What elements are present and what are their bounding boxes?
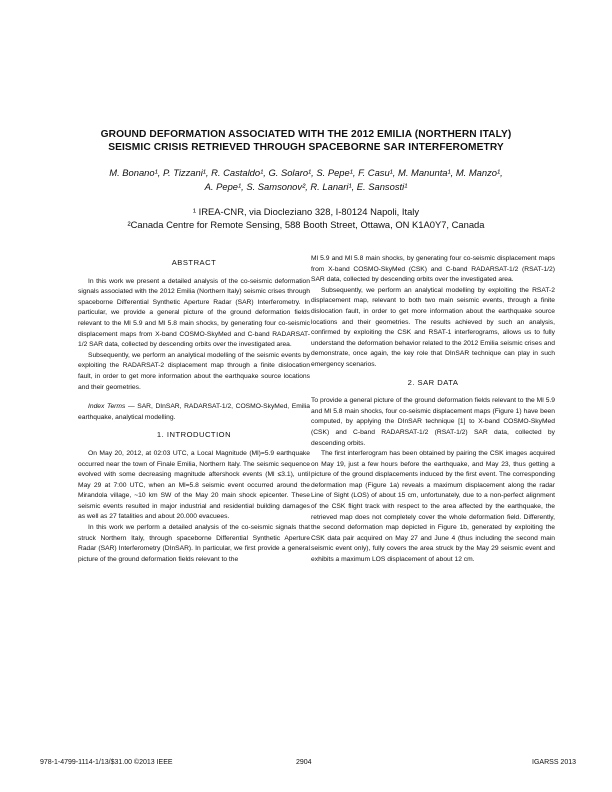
title-line-1: GROUND DEFORMATION ASSOCIATED WITH THE 2012 EMILIA (NORTHERN ITALY) [100, 129, 512, 140]
index-terms-label: Index Terms [88, 403, 126, 411]
index-terms-text: — SAR, DInSAR, RADARSAT-1/2, COSMO-SkyMed, Emilia earthquake, analytical modelling. [78, 403, 310, 421]
sar-paragraph-2: The first interferogram has been obtained by pairing the CSK images acquired on May 19, just a few hours before the earthquake, and May 23, thus getting a picture of the ground displacements induced by the first event. The corresponding deformation map (Figure 1a) reveals a maximum displacement along the radar Line of Sight (LOS) of about 15 cm, unfortunately, due to a non-perfect alignment of the CSK flight track with respect to the area affected by the earthquake, the retrieved map does not completely cover the whole deformation field. Differently, the second deformation map depicted in Figure 1b, generated by exploiting the CSK data pair acquired on May 27 and June 4 (thus including the second main seismic event only), fully covers the area struck by the May 29 seismic event and exhibits a maximum LOS displacement of about 12 cm. [311, 450, 555, 564]
introduction-heading: 1. INTRODUCTION [156, 430, 232, 440]
authors-line-2: A. Pepe¹, S. Samsonov², R. Lanari¹, E. Sansosti¹ [204, 181, 408, 192]
footer-conference: IGARSS 2013 [532, 759, 576, 766]
affiliation-1: ¹ IREA-CNR, via Diocleziano 328, I-80124 Napoli, Italy [192, 206, 420, 217]
right-paragraph-2: Subsequently, we perform an analytical modelling by exploiting the RSAT-2 displacement map, relevant to both two main seismic events, through a finite dislocation fault, in order to get more information about the earthquake source locations and their geometries. The results achieved by such an analysis, confirmed by exploiting the CSK and RSAT-1 interferograms, allows us to fully understand the deformation behavior related to the 2012 Emilia seismic crises and demonstrate, once again, the key role that DInSAR technique can play in such emergency scenarios. [311, 286, 555, 368]
page-number: 2904 [296, 759, 312, 766]
affiliations [40, 205, 572, 231]
right-column [311, 254, 555, 566]
author-list [40, 166, 572, 194]
authors-line-1: M. Bonano¹, P. Tizzani¹, R. Castaldo¹, G. Solaro¹, S. Pepe¹, F. Casu¹, M. Manunta¹, M. Manzo¹, [109, 167, 503, 178]
intro-paragraph-2: In this work we perform a detailed analysis of the co-seismic signals that struck Northern Italy, through spaceborne Differential Synthetic Aperture Radar (SAR) Interferometry (DInSAR). In particular, we first provide a general picture of the ground deformation fields relevant to the [78, 524, 310, 563]
abstract-paragraph-2: Subsequently, we perform an analytical modelling of the seismic events by exploiting the RADARSAT-2 displacement map through a finite dislocation fault, in order to get more information about the earthquake source locations and their geometries. [78, 351, 310, 391]
abstract-paragraph-1: In this work we present a detailed analysis of the co-seismic deformation signals associated with the 2012 Emilia (Northern Italy) seismic crises through spaceborne Differential Synthetic Aperture Radar (SAR) Interferometry. In particular, we provide a general picture of the ground deformation fields relevant to the Ml 5.9 and Ml 5.8 main shocks, by generating four co-seismic displacement maps from X-band COSMO-SkyMed and C-band RADARSAT-1/2 SAR data, collected by descending orbits over the investigated area. [78, 277, 310, 349]
abstract-heading: ABSTRACT [171, 258, 217, 267]
paper-title [40, 128, 572, 154]
intro-paragraph-1: On May 20, 2012, at 02:03 UTC, a Local Magnitude (Ml)=5.9 earthquake occurred near the town of Finale Emilia, Northern Italy. The seismic sequence evolved with some decreasing magnitude aftershock events (Ml ≤3.1), until May 29 at 7:00 UTC, when an Ml=5.8 seismic event occurred around the Mirandola village, ~10 km SW of the May 20 main shock epicenter. These seismic events resulted in major industrial and residential building damages as well as 27 fatalities and about 20.000 evacuees. [78, 449, 310, 521]
left-column [78, 258, 310, 565]
sar-paragraph-1: To provide a general picture of the ground deformation fields relevant to the Ml 5.9 and Ml 5.8 main shocks, four co-seismic displacement maps (Figure 1) have been computed, by applying the DInSAR technique [1] to X-band COSMO-SkyMed (CSK) and C-band RADARSAT-1/2 (RSAT-1/2) SAR data, collected by descending orbits. [311, 397, 555, 447]
title-line-2: SEISMIC CRISIS RETRIEVED THROUGH SPACEBORNE SAR INTERFEROMETRY [108, 142, 504, 153]
footer-copyright: 978-1-4799-1114-1/13/$31.00 ©2013 IEEE [40, 759, 173, 766]
sar-data-heading: 2. SAR DATA [407, 377, 459, 387]
right-paragraph-1: Ml 5.9 and Ml 5.8 main shocks, by generating four co-seismic displacement maps from X-band COSMO-SkyMed (CSK) and C-band RADARSAT-1/2 (RSAT-1/2) SAR data, collected by descending orbits over the investigated area. [311, 255, 555, 284]
index-terms [78, 402, 310, 423]
affiliation-2: ²Canada Centre for Remote Sensing, 588 Booth Street, Ottawa, ON K1A0Y7, Canada [127, 219, 485, 230]
